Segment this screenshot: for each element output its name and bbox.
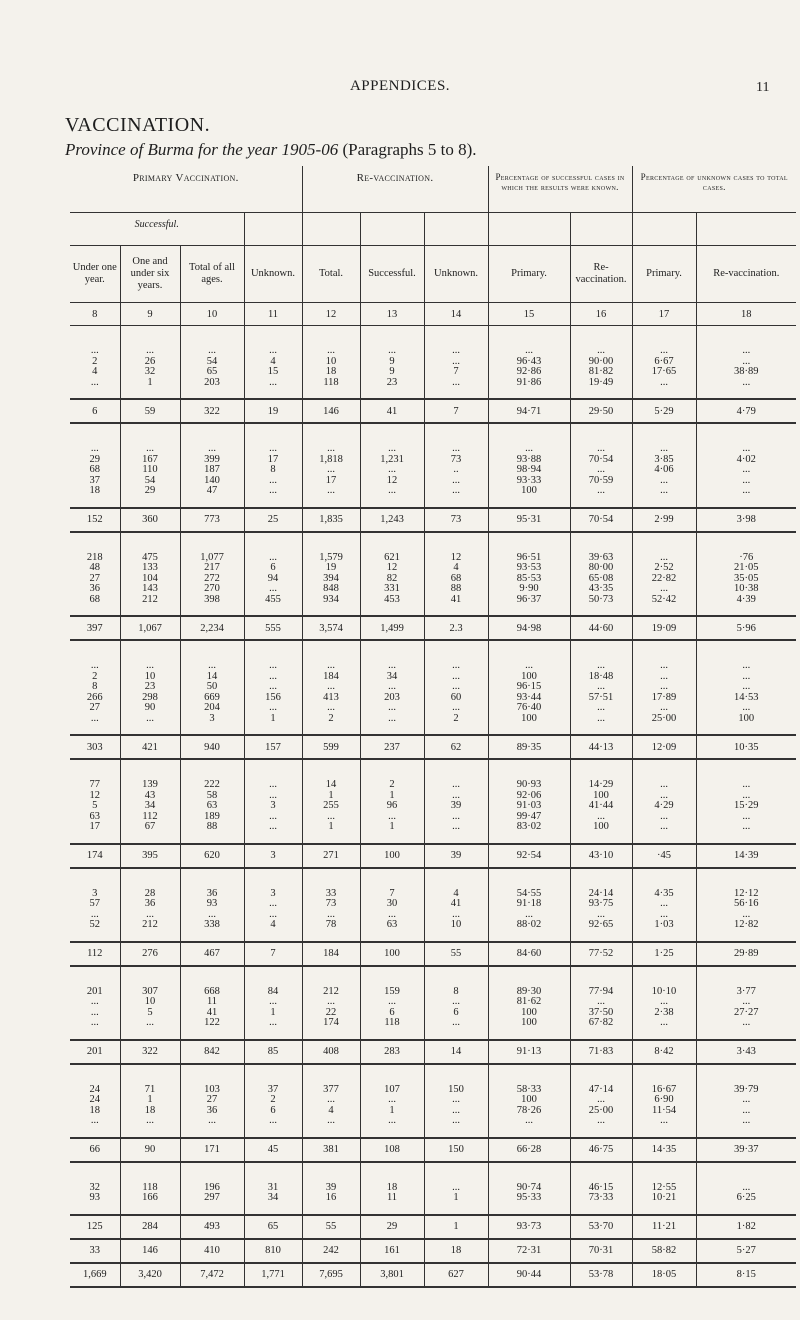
table-cell: ... 93·88 98·94 93·33 100	[488, 423, 570, 508]
table-cell: ... ... ... 17·89 ... 25·00	[632, 640, 696, 735]
table-cell: 157	[244, 735, 302, 759]
table-cell: ·76 21·05 35·05 10·38 4·39	[696, 532, 796, 617]
table-cell: 3 57 ... 52	[89, 887, 100, 930]
table-cell: 14·35	[632, 1138, 696, 1162]
table-cell: 421	[120, 735, 180, 759]
table-cell: 842	[180, 1040, 244, 1064]
table-cell: 33 73 ... 78	[302, 868, 360, 942]
table-cell: 66·28	[488, 1138, 570, 1162]
table-cell: ... 6 94 ... 455	[244, 532, 302, 617]
table-cell: 29·50	[570, 399, 632, 423]
table-cell: 90·74 95·33	[488, 1162, 570, 1215]
table-cell: 395	[120, 844, 180, 868]
table-cell: 2·99	[632, 508, 696, 532]
column-number: 14	[424, 303, 488, 326]
table-cell: ... 399 187 140 47	[180, 423, 244, 508]
table-cell: 940	[180, 735, 244, 759]
table-cell: 171	[180, 1138, 244, 1162]
table-cell: 668 11 41 122	[180, 966, 244, 1040]
table-cell: 284	[120, 1215, 180, 1239]
table-cell: 159 ... 6 118	[360, 966, 424, 1040]
table-cell: ... 18·48 ... 57·51 ... ...	[570, 640, 632, 735]
pct-successful-header: Percentage of successful cases in which the results were known.	[488, 166, 632, 213]
data-row	[70, 326, 796, 400]
table-cell: 408	[302, 1040, 360, 1064]
table-cell: 5·29	[632, 399, 696, 423]
table-cell: 201	[70, 1040, 120, 1064]
table-cell: 14·29 100 41·44 ... 100	[570, 759, 632, 844]
table-cell: ... 2 8 266 27 ...	[86, 660, 103, 724]
table-cell: 146	[302, 399, 360, 423]
table-cell: ... 4·02 ... ... ...	[696, 423, 796, 508]
total-row	[70, 1040, 796, 1064]
table-cell: 59	[120, 399, 180, 423]
table-cell: 620	[180, 844, 244, 868]
table-cell: 16·67 6·90 11·54 ...	[632, 1064, 696, 1138]
table-cell: 139 43 34 112 67	[120, 759, 180, 844]
table-cell: 7	[424, 399, 488, 423]
table-cell: 3,574	[302, 616, 360, 640]
table-cell: 276	[120, 942, 180, 966]
table-cell: 94·98	[488, 616, 570, 640]
table-cell: 89·35	[488, 735, 570, 759]
table-cell: 107 ... 1 ...	[360, 1064, 424, 1138]
table-cell: 94·71	[488, 399, 570, 423]
table-cell: 555	[244, 616, 302, 640]
table-cell: 18	[424, 1239, 488, 1263]
column-header: Re-vaccination.	[696, 246, 796, 303]
running-head: APPENDICES.	[349, 78, 451, 94]
table-cell: 58·33 100 78·26 ...	[488, 1064, 570, 1138]
column-header: Unknown.	[424, 246, 488, 303]
table-cell: 91·13	[488, 1040, 570, 1064]
table-cell: 810	[244, 1239, 302, 1263]
table-cell: ... 70·54 ... 70·59 ...	[570, 423, 632, 508]
table-cell: ... 9 9 23	[360, 326, 424, 400]
table-cell: ... ... ... 14·53 ... 100	[696, 640, 796, 735]
data-row	[70, 868, 796, 942]
table-cell: 55	[302, 1215, 360, 1239]
table-cell: 11·21	[632, 1215, 696, 1239]
table-cell: 89·30 81·62 100 100	[488, 966, 570, 1040]
table-cell: 621 12 82 331 453	[360, 532, 424, 617]
column-header: Under one year.	[70, 246, 120, 303]
page-title: VACCINATION.	[65, 114, 211, 136]
primary-vaccination-header: Primary Vaccination.	[132, 172, 239, 184]
table-cell: ... ... 39 ... ...	[424, 759, 488, 844]
table-cell: ... 1	[424, 1162, 488, 1215]
table-cell: ... ... 7 ...	[424, 326, 488, 400]
table-cell: ... 34 ... 203 ... ...	[360, 640, 424, 735]
table-cell: ... ... 3 ... ...	[244, 759, 302, 844]
table-cell: 103 27 36 ...	[180, 1064, 244, 1138]
table-cell: 7,695	[302, 1263, 360, 1287]
table-cell: 1,771	[244, 1263, 302, 1287]
table-cell: 150	[424, 1138, 488, 1162]
column-number: 18	[696, 303, 796, 326]
total-row	[70, 1239, 796, 1263]
table-cell: 322	[120, 1040, 180, 1064]
table-cell: 493	[180, 1215, 244, 1239]
table-cell: 475 133 104 143 212	[120, 532, 180, 617]
table-cell: 73	[424, 508, 488, 532]
data-row	[70, 1064, 796, 1138]
table-cell: 322	[180, 399, 244, 423]
table-cell: 271	[302, 844, 360, 868]
table-cell: 39 16	[302, 1162, 360, 1215]
table-cell: 45	[244, 1138, 302, 1162]
successful-subheader: Successful.	[70, 213, 244, 246]
table-cell: 100	[360, 942, 424, 966]
column-header: Primary.	[632, 246, 696, 303]
table-cell: 1,077 217 272 270 398	[180, 532, 244, 617]
table-cell: 90·93 92·06 91·03 99·47 83·02	[488, 759, 570, 844]
column-number: 9	[120, 303, 180, 326]
table-cell: 39·79 ... ... ...	[696, 1064, 796, 1138]
table-cell: 360	[120, 508, 180, 532]
table-cell: 8·15	[696, 1263, 796, 1287]
table-cell: 58·82	[632, 1239, 696, 1263]
table-cell: 242	[302, 1239, 360, 1263]
table-cell: 62	[424, 735, 488, 759]
table-cell: 222 58 63 189 88	[180, 759, 244, 844]
table-cell: 6	[70, 399, 120, 423]
table-cell: 31 34	[244, 1162, 302, 1215]
table-cell: 1,579 19 394 848 934	[302, 532, 360, 617]
table-cell: 5·27	[696, 1239, 796, 1263]
data-row	[70, 423, 796, 508]
table-cell: 33	[70, 1239, 120, 1263]
table-cell: ... 17 8 ... ...	[244, 423, 302, 508]
table-cell: 65	[244, 1215, 302, 1239]
table-cell: ... ... ... 60 ... 2	[424, 640, 488, 735]
data-row	[70, 759, 796, 844]
table-cell: 90	[120, 1138, 180, 1162]
total-row	[70, 616, 796, 640]
column-header: Primary.	[488, 246, 570, 303]
table-cell: 410	[180, 1239, 244, 1263]
table-cell: ... ... 15·29 ... ...	[696, 759, 796, 844]
table-cell: 39·63 80·00 65·08 43·35 50·73	[570, 532, 632, 617]
table-cell: 7 30 ... 63	[360, 868, 424, 942]
revaccination-header: Re-vaccination.	[302, 166, 488, 213]
total-row	[70, 399, 796, 423]
table-cell: ... 184 ... 413 ... 2	[302, 640, 360, 735]
table-cell: 44·60	[570, 616, 632, 640]
total-row	[70, 1263, 796, 1287]
table-cell: ·45	[632, 844, 696, 868]
table-cell: ... 3·85 4·06 ... ...	[632, 423, 696, 508]
column-header-row	[70, 246, 796, 303]
table-cell: 2.3	[424, 616, 488, 640]
table-cell: 1	[424, 1215, 488, 1239]
table-cell: ... 26 32 1	[120, 326, 180, 400]
table-cell: 70·31	[570, 1239, 632, 1263]
page-subtitle	[65, 140, 477, 160]
table-cell: ... 14 50 669 204 3	[180, 640, 244, 735]
table-cell: 1,067	[120, 616, 180, 640]
table-cell: 12·12 56·16 ... 12·82	[696, 868, 796, 942]
table-cell: 25	[244, 508, 302, 532]
table-cell: ... ... 4·29 ... ...	[632, 759, 696, 844]
table-cell: 90·44	[488, 1263, 570, 1287]
table-cell: 10·35	[696, 735, 796, 759]
table-cell: 201 ... ... ...	[86, 985, 103, 1028]
total-row	[70, 844, 796, 868]
table-cell: 29·89	[696, 942, 796, 966]
column-number: 12	[302, 303, 360, 326]
table-cell: 3·43	[696, 1040, 796, 1064]
table-cell: ... 10 18 118	[302, 326, 360, 400]
table-cell: 100	[360, 844, 424, 868]
table-cell: 46·15 73·33	[570, 1162, 632, 1215]
column-header: Total of all ages.	[180, 246, 244, 303]
table-cell: 184	[302, 942, 360, 966]
column-header: Unknown.	[244, 246, 302, 303]
table-cell: 3 ... ... 4	[244, 868, 302, 942]
table-cell: 3·98	[696, 508, 796, 532]
table-cell: 3	[244, 844, 302, 868]
table-cell: 24 24 18 ...	[89, 1083, 100, 1126]
table-cell: 18·05	[632, 1263, 696, 1287]
data-row	[70, 640, 796, 735]
table-cell: 212 ... 22 174	[302, 966, 360, 1040]
table-cell: ... 90·00 81·82 19·49	[570, 326, 632, 400]
table-cell: 53·78	[570, 1263, 632, 1287]
table-cell: 95·31	[488, 508, 570, 532]
table-cell: 72·31	[488, 1239, 570, 1263]
table-cell: 8·42	[632, 1040, 696, 1064]
column-number: 11	[244, 303, 302, 326]
table-cell: 773	[180, 508, 244, 532]
table-cell: 4 41 ... 10	[424, 868, 488, 942]
column-number: 15	[488, 303, 570, 326]
table-cell: 377 ... 4 ...	[302, 1064, 360, 1138]
table-cell: 381	[302, 1138, 360, 1162]
table-cell: 29	[360, 1215, 424, 1239]
table-cell: 4·79	[696, 399, 796, 423]
table-cell: 303	[70, 735, 120, 759]
table-cell: 397	[70, 616, 120, 640]
table-cell: 28 36 ... 212	[120, 868, 180, 942]
table-cell: 599	[302, 735, 360, 759]
table-cell: 3,420	[120, 1263, 180, 1287]
table-cell: 54·55 91·18 ... 88·02	[488, 868, 570, 942]
table-cell: 77 12 5 63 17	[89, 779, 100, 832]
table-cell: ... 4 15 ...	[244, 326, 302, 400]
table-cell: 150 ... ... ...	[424, 1064, 488, 1138]
table-cell: 66	[70, 1138, 120, 1162]
table-cell: ... 96·43 92·86 91·86	[488, 326, 570, 400]
table-cell: ... ... 38·89 ...	[696, 326, 796, 400]
table-cell: 1,669	[70, 1263, 120, 1287]
total-row	[70, 508, 796, 532]
table-cell: 152	[70, 508, 120, 532]
data-row	[70, 966, 796, 1040]
table-cell: 39·37	[696, 1138, 796, 1162]
table-cell: 218 48 27 36 68	[86, 551, 103, 605]
table-cell: 84 ... 1 ...	[244, 966, 302, 1040]
table-cell: 37 2 6 ...	[244, 1064, 302, 1138]
table-cell: 43·10	[570, 844, 632, 868]
table-cell: 39	[424, 844, 488, 868]
table-cell: 174	[70, 844, 120, 868]
table-cell: 10·10 ... 2·38 ...	[632, 966, 696, 1040]
pct-unknown-header: Percentage of unknown cases to total cases.	[632, 166, 796, 213]
table-cell: 3,801	[360, 1263, 424, 1287]
table-cell: 32 93	[89, 1181, 100, 1203]
table-cell: ... ... ... 156 ... 1	[244, 640, 302, 735]
total-row	[70, 735, 796, 759]
vaccination-table	[70, 166, 796, 1288]
table-cell: 1,499	[360, 616, 424, 640]
column-header: Total.	[302, 246, 360, 303]
table-cell: 77·52	[570, 942, 632, 966]
table-cell: 70·54	[570, 508, 632, 532]
table-cell: 161	[360, 1239, 424, 1263]
table-cell: 4·35 ... ... 1·03	[632, 868, 696, 942]
table-cell: 1·25	[632, 942, 696, 966]
column-number: 16	[570, 303, 632, 326]
table-cell: 14	[424, 1040, 488, 1064]
table-cell: ... 167 110 54 29	[120, 423, 180, 508]
data-row	[70, 1162, 796, 1215]
table-cell: 1,835	[302, 508, 360, 532]
table-cell: ... 6·67 17·65 ...	[632, 326, 696, 400]
column-header: Successful.	[360, 246, 424, 303]
table-cell: 3·77 ... 27·27 ...	[696, 966, 796, 1040]
total-row	[70, 1215, 796, 1239]
table-cell: 146	[120, 1239, 180, 1263]
table-cell: ... 100 96·15 93·44 76·40 100	[488, 640, 570, 735]
table-cell: 92·54	[488, 844, 570, 868]
table-cell: 47·14 ... 25·00 ...	[570, 1064, 632, 1138]
column-number: 8	[70, 303, 120, 326]
table-cell: 8 ... 6 ...	[424, 966, 488, 1040]
table-cell: 112	[70, 942, 120, 966]
table-cell: 2,234	[180, 616, 244, 640]
table-cell: 237	[360, 735, 424, 759]
table-cell: 93·73	[488, 1215, 570, 1239]
table-cell: 196 297	[180, 1162, 244, 1215]
column-number: 17	[632, 303, 696, 326]
table-cell: 85	[244, 1040, 302, 1064]
column-number: 10	[180, 303, 244, 326]
column-header: One and under six years.	[120, 246, 180, 303]
table-cell: 18 11	[360, 1162, 424, 1215]
subtitle-paragraphs: (Paragraphs 5 to 8).	[342, 140, 477, 159]
table-cell: 12·09	[632, 735, 696, 759]
table-cell: ... 73 .. ... ...	[424, 423, 488, 508]
table-cell: 84·60	[488, 942, 570, 966]
table-cell: 1·82	[696, 1215, 796, 1239]
table-cell: ... 1,231 ... 12 ...	[360, 423, 424, 508]
table-cell: 467	[180, 942, 244, 966]
table-cell: 46·75	[570, 1138, 632, 1162]
subtitle-province: Province of Burma for the year 1905-06	[65, 140, 339, 159]
table-cell: 14 1 255 ... 1	[302, 759, 360, 844]
table-cell: 7,472	[180, 1263, 244, 1287]
table-cell: 96·51 93·53 85·53 9·90 96·37	[488, 532, 570, 617]
table-cell: 118 166	[120, 1162, 180, 1215]
table-cell: 2 1 96 ... 1	[360, 759, 424, 844]
table-cell: 307 10 5 ...	[120, 966, 180, 1040]
table-cell: ... 1,818 ... 17 ...	[302, 423, 360, 508]
data-row	[70, 532, 796, 617]
table-cell: 36 93 ... 338	[180, 868, 244, 942]
table-cell: 627	[424, 1263, 488, 1287]
table-cell: 125	[70, 1215, 120, 1239]
table-cell: 108	[360, 1138, 424, 1162]
table-cell: 12 4 68 88 41	[424, 532, 488, 617]
table-cell: ... 29 68 37 18	[89, 443, 100, 496]
table-cell: 44·13	[570, 735, 632, 759]
total-row	[70, 942, 796, 966]
column-header: Re-vaccination.	[570, 246, 632, 303]
table-cell: 55	[424, 942, 488, 966]
table-cell: ... 2·52 22·82 ... 52·42	[632, 532, 696, 617]
table-cell: ... 10 23 298 90 ...	[120, 640, 180, 735]
page-number: 11	[756, 80, 770, 95]
table-cell: 19	[244, 399, 302, 423]
table-cell: 7	[244, 942, 302, 966]
table-cell: 53·70	[570, 1215, 632, 1239]
table-cell: ... 54 65 203	[180, 326, 244, 400]
total-row	[70, 1138, 796, 1162]
table-cell: ... 2 4 ...	[90, 345, 99, 388]
table-cell: 14·39	[696, 844, 796, 868]
table-cell: 41	[360, 399, 424, 423]
table-cell: 77·94 ... 37·50 67·82	[570, 966, 632, 1040]
table-cell: ... 6·25	[696, 1162, 796, 1215]
table-cell: 12·55 10·21	[632, 1162, 696, 1215]
column-number-row	[70, 303, 796, 326]
table-cell: 24·14 93·75 ... 92·65	[570, 868, 632, 942]
table-cell: 5·96	[696, 616, 796, 640]
table-cell: 71·83	[570, 1040, 632, 1064]
column-number: 13	[360, 303, 424, 326]
table-cell: 71 1 18 ...	[120, 1064, 180, 1138]
table-cell: 283	[360, 1040, 424, 1064]
table-cell: 19·09	[632, 616, 696, 640]
table-cell: 1,243	[360, 508, 424, 532]
